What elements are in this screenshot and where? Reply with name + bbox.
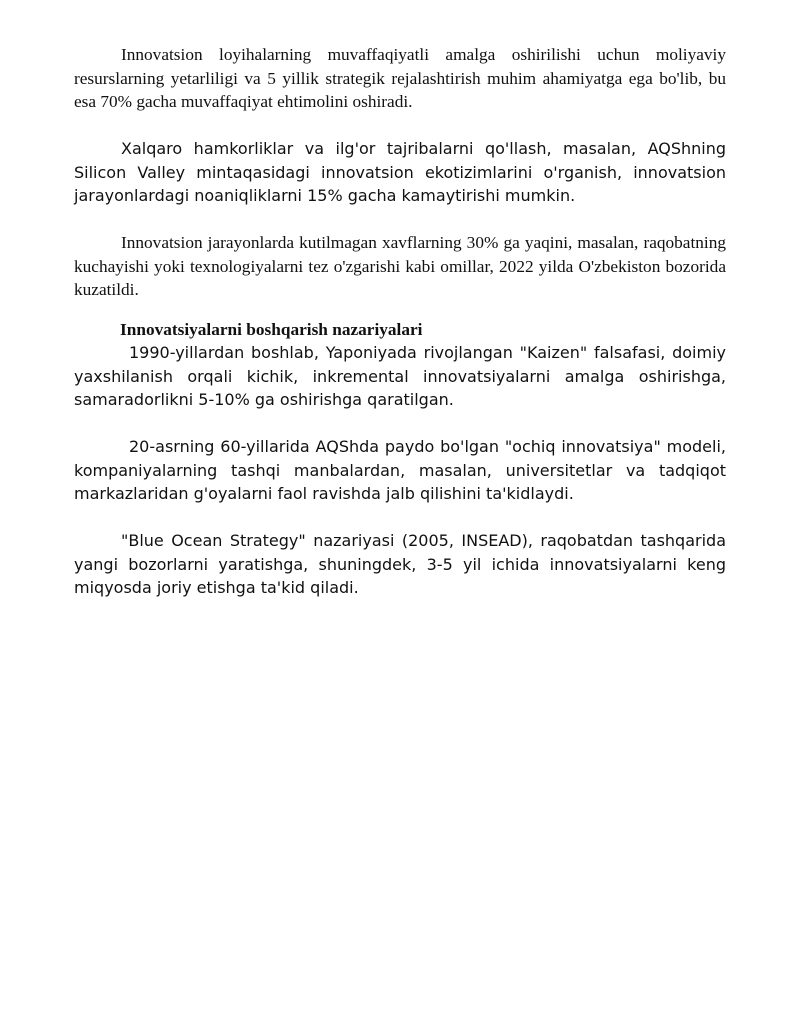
section-heading: Innovatsiyalarni boshqarish nazariyalari xyxy=(120,319,423,339)
paragraph-unexpected-risks: Innovatsion jarayonlarda kutilmagan xavflarning 30% ga yaqini, masalan, raqobatning kuchayishi yoki texnologiyalarni tez o'zgarishi kabi omillar, 2022 yilda O'zbekiston bozorida kuzatildi. xyxy=(74,233,726,299)
document-body xyxy=(74,43,726,600)
paragraph-blue-ocean: "Blue Ocean Strategy" nazariyasi (2005, INSEAD), raqobatdan tashqarida yangi bozorlarni yaratishga, shuningdek, 3-5 yil ichida innovatsiyalarni keng miqyosda joriy etishga ta'kid qiladi. xyxy=(74,531,726,597)
paragraph-international-cooperation: Xalqaro hamkorliklar va ilg'or tajribalarni qo'llash, masalan, AQShning Silicon Valley mintaqasidagi innovatsion ekotizimlarini o'rganish, innovatsion jarayonlardagi noaniqliklarni 15% gacha kamaytirishi mumkin. xyxy=(74,139,726,205)
paragraph-kaizen: 1990-yillardan boshlab, Yaponiyada rivojlangan "Kaizen" falsafasi, doimiy yaxshilanish orqali kichik, inkremental innovatsiyalarni amalga oshirishga, samaradorlikni 5-10% ga oshirishga qaratilgan. xyxy=(74,343,726,409)
paragraph-financial-resources: Innovatsion loyihalarning muvaffaqiyatli amalga oshirilishi uchun moliyaviy resurslarning yetarliligi va 5 yillik strategik rejalashtirish muhim ahamiyatga ega bo'lib, bu esa 70% gacha muvaffaqiyat ehtimolini oshiradi. xyxy=(74,45,726,111)
paragraph-open-innovation: 20-asrning 60-yillarida AQShda paydo bo'lgan "ochiq innovatsiya" modeli, kompaniyalarning tashqi manbalardan, masalan, universitetlar va tadqiqot markazlaridan g'oyalarni faol ravishda jalb qilishini ta'kidlaydi. xyxy=(74,437,726,503)
